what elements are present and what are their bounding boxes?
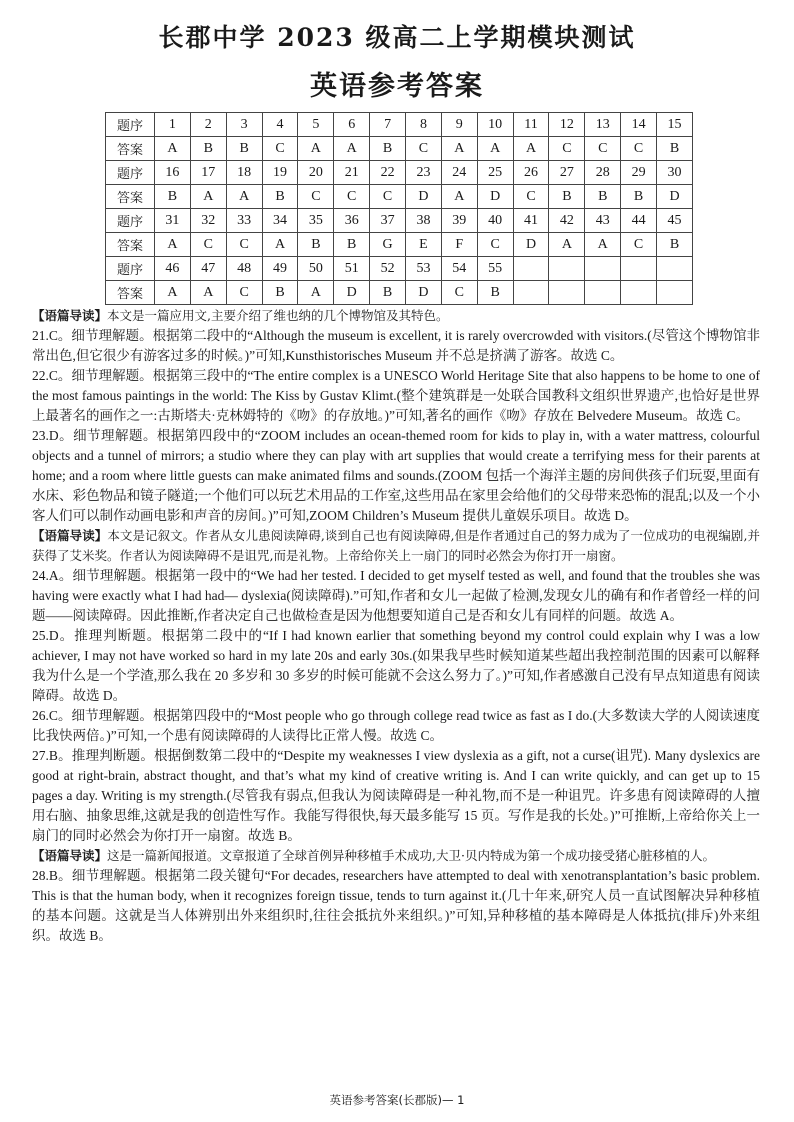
question-number-cell: 12 [549,113,585,137]
question-number-cell: 55 [477,257,513,281]
question-number-cell: 45 [657,209,693,233]
answer-explanation: 21.C。细节理解题。根据第二段中的“Although the museum is excellent, it is rarely overcrowded with visitors.(尽管这个博物馆非常出色,但它很少有游客过多的时候。)”可知,Kunsthistorisches Museum 并不总是挤满了游客。故选 C。 [32,328,760,363]
answer-cell: D [477,185,513,209]
question-number-cell: 53 [406,257,442,281]
guide-text: 本文是记叙文。作者从女儿患阅读障碍,谈到自己也有阅读障碍,但是作者通过自己的努力成为了一位成功的电视编剧,并获得了艾米奖。作者认为阅读障碍不是诅咒,而是礼物。上帝给你关上一扇门的同时必然会为你打开一扇窗。 [32,528,760,563]
question-number-cell: 1 [155,113,191,137]
answer-cell: B [657,137,693,161]
question-number-cell: 49 [262,257,298,281]
answer-cell: B [370,281,406,305]
explanations [32,306,760,946]
answer-cell: D [406,281,442,305]
answer-row [106,233,693,257]
question-number-cell: 42 [549,209,585,233]
answer-cell [549,281,585,305]
answer-cell: C [585,137,621,161]
question-number-cell: 31 [155,209,191,233]
answer-cell: B [549,185,585,209]
answer-cell: B [334,233,370,257]
question-number-cell: 51 [334,257,370,281]
answer-row [106,137,693,161]
question-number-cell: 17 [190,161,226,185]
answer-cell: A [585,233,621,257]
question-number-cell: 52 [370,257,406,281]
answer-cell: A [190,281,226,305]
answer-cell: D [334,281,370,305]
question-number-cell: 26 [513,161,549,185]
question-number-cell: 24 [441,161,477,185]
answer-cell: C [370,185,406,209]
answer-table [105,112,693,305]
answer-cell: B [226,137,262,161]
answer-row [106,281,693,305]
question-number-cell: 40 [477,209,513,233]
answer-explanation: 28.B。细节理解题。根据第二段关键句“For decades, researchers have attempted to deal with xenotransplantation’s basic problem. This is that the human body, when it recognizes foreign tissue, tends to turn against it.(几十年来,研究人员一直试图解决异种移植的基本问题。这就是当人体辨别出外来组织时,往往会抵抗外来组织。)”可知,异种移植的基本障碍是人体抵抗(排斥)外来组织。故选 B。 [32,868,760,943]
question-number-cell: 33 [226,209,262,233]
answer-cell: C [513,185,549,209]
answer-cell: D [657,185,693,209]
answer-cell: C [226,233,262,257]
question-number-cell: 47 [190,257,226,281]
answer-cell: B [477,281,513,305]
answer-cell [585,281,621,305]
question-number-cell [513,257,549,281]
question-number-cell: 14 [621,113,657,137]
answer-cell: D [406,185,442,209]
question-number-row [106,257,693,281]
answer-cell: B [370,137,406,161]
question-number-cell: 21 [334,161,370,185]
question-number-cell: 4 [262,113,298,137]
answer-cell [513,281,549,305]
answer-cell: A [226,185,262,209]
answer-cell: A [441,185,477,209]
question-number-cell: 44 [621,209,657,233]
question-number-cell: 30 [657,161,693,185]
answer-cell: A [155,281,191,305]
passage-guide [32,306,760,326]
answer-explanation: 22.C。细节理解题。根据第三段中的“The entire complex is a UNESCO World Heritage Site that also happens to be home to one of the most famous paintings in the world: The Kiss by Gustav Klimt.(整个建筑群是一处联合国教科文组织世界遗产,也恰好是世界上最著名的画作之一:古斯塔夫·克林姆特的《吻》的存放地。)”可知,著名的画作《吻》存放在 Belvedere Museum。故选 C。 [32,368,760,423]
answer-label-cell: 答案 [106,137,155,161]
answer-explanation: 23.D。细节理解题。根据第四段中的“ZOOM includes an ocean-themed room for kids to play in, with a water mattress, colourful objects and a tunnel of mirrors; a studio where they can play with art supplies that would create a terrifying mess for their parents at home; and a room where little guests can make animated films and sounds.(ZOOM 包括一个海洋主题的房间供孩子们玩耍,里面有水床、彩色物品和镜子隧道;一个他们可以玩艺术用品的工作室,这些用品在家里会给他们的父母带来恐怖的混乱;以及一个小客人们可以制作动画电影和声音的房间。)”可知,ZOOM Children’s Museum 提供儿童娱乐项目。故选 D。 [32,428,760,523]
question-number-cell: 10 [477,113,513,137]
question-number-cell: 34 [262,209,298,233]
question-number-cell: 15 [657,113,693,137]
question-number-cell [657,257,693,281]
question-number-cell: 6 [334,113,370,137]
question-number-cell: 18 [226,161,262,185]
question-label-cell: 题序 [106,161,155,185]
question-number-cell: 2 [190,113,226,137]
answer-cell: A [549,233,585,257]
question-number-cell: 39 [441,209,477,233]
question-number-cell: 8 [406,113,442,137]
question-number-cell: 35 [298,209,334,233]
page-footer: 英语参考答案(长郡版)— 1 [329,1093,465,1107]
question-number-cell: 3 [226,113,262,137]
answer-cell: G [370,233,406,257]
question-number-cell: 20 [298,161,334,185]
question-number-cell [621,257,657,281]
answer-explanation: 27.B。推理判断题。根据倒数第二段中的“Despite my weaknesses I view dyslexia as a gift, not a curse(诅咒). Many dyslexics are good at right-brain, abstract thought, and that’s what my kind of creative writing is. And I can write quickly, and can get up to 15 pages a day. Writing is my strength.(尽管我有弱点,但我认为阅读障碍是一种礼物,而不是一种诅咒。许多患有阅读障碍的人擅用右脑、抽象思维,这就是我的创造性写作。我能写得很快,每天最多能写 15 页。写作是我的长处。)”可推断,上帝给你关上一扇门的同时必然会为你打开一扇窗。故选 B。 [32,748,760,843]
passage-guide [32,526,760,566]
question-number-cell: 43 [585,209,621,233]
question-number-cell: 46 [155,257,191,281]
question-number-cell: 38 [406,209,442,233]
question-number-cell: 22 [370,161,406,185]
guide-text: 本文是一篇应用文,主要介绍了维也纳的几个博物馆及其特色。 [107,308,449,323]
answer-cell [621,281,657,305]
answer-cell: C [406,137,442,161]
answer-cell: A [262,233,298,257]
answer-cell: B [262,185,298,209]
guide-tag: 【语篇导读】 [32,848,108,863]
answer-cell: C [226,281,262,305]
answer-cell: C [549,137,585,161]
answer-cell: B [621,185,657,209]
question-number-cell: 9 [441,113,477,137]
school-title: 长郡中学 2023 级高二上学期模块测试 [158,23,636,52]
answer-cell: A [298,137,334,161]
question-number-row [106,161,693,185]
question-label-cell: 题序 [106,257,155,281]
question-number-cell: 50 [298,257,334,281]
question-number-cell [549,257,585,281]
guide-tag: 【语篇导读】 [32,308,108,323]
answer-cell: C [298,185,334,209]
question-number-cell: 25 [477,161,513,185]
answer-cell: A [155,137,191,161]
answer-cell: C [441,281,477,305]
question-number-cell: 27 [549,161,585,185]
question-number-cell: 41 [513,209,549,233]
question-number-cell: 28 [585,161,621,185]
answer-explanation: 26.C。细节理解题。根据第四段中的“Most people who go through college read twice as fast as I do.(大多数读大学的人阅读速度比我快两倍。)”可知,一个患有阅读障碍的人读得比正常人慢。故选 C。 [32,708,760,743]
question-number-cell: 48 [226,257,262,281]
answer-key-title: 英语参考答案 [310,71,484,102]
passage-guide [32,846,760,866]
answer-cell: C [621,233,657,257]
answer-cell: A [441,137,477,161]
answer-cell: B [585,185,621,209]
answer-cell: F [441,233,477,257]
question-number-cell: 19 [262,161,298,185]
question-number-cell: 7 [370,113,406,137]
question-number-cell: 13 [585,113,621,137]
answer-explanation: 24.A。细节理解题。根据第一段中的“We had her tested. I decided to get myself tested as well, and found that the troubles she was having were exactly what I had had— dyslexia(阅读障碍).”可知,作者和女儿一起做了检测,发现女儿的确有和作者曾经一样的问题——阅读障碍。因此推断,作者决定自己也做检查是因为他想要知道自己是否和女儿有同样的问题。故选 A。 [32,568,760,623]
question-number-row [106,113,693,137]
answer-label-cell: 答案 [106,281,155,305]
guide-text: 这是一篇新闻报道。文章报道了全球首例异种移植手术成功,大卫·贝内特成为第一个成功接受猪心脏移植的人。 [107,848,715,863]
question-number-cell: 23 [406,161,442,185]
question-number-cell: 16 [155,161,191,185]
answer-cell: A [298,281,334,305]
answer-cell: C [621,137,657,161]
question-number-cell: 29 [621,161,657,185]
answer-cell: B [155,185,191,209]
answer-cell: C [477,233,513,257]
answer-cell: A [334,137,370,161]
answer-cell: B [298,233,334,257]
answer-cell: A [513,137,549,161]
question-number-cell [585,257,621,281]
question-label-cell: 题序 [106,209,155,233]
answer-label-cell: 答案 [106,233,155,257]
question-number-cell: 54 [441,257,477,281]
answer-cell [657,281,693,305]
question-number-cell: 11 [513,113,549,137]
question-number-row [106,209,693,233]
answer-cell: A [190,185,226,209]
answer-explanation: 25.D。推理判断题。根据第二段中的“If I had known earlier that something beyond my control could explain why I was a low achiever, I may not have worked so hard in my late 20s and early 30s.(如果我早些时候知道某些超出我控制范围的因素可以解释我为什么是一个学渣,那么我在 20 多岁和 30 多岁的时候可能就不会这么努力了。)”可知,作者感激自己没有早点知道患有阅读障碍。故选 D。 [32,628,760,703]
answer-cell: A [155,233,191,257]
answer-cell: C [334,185,370,209]
question-label-cell: 题序 [106,113,155,137]
answer-cell: B [190,137,226,161]
question-number-cell: 5 [298,113,334,137]
answer-cell: C [262,137,298,161]
question-number-cell: 32 [190,209,226,233]
question-number-cell: 36 [334,209,370,233]
answer-cell: B [657,233,693,257]
answer-cell: A [477,137,513,161]
answer-label-cell: 答案 [106,185,155,209]
answer-cell: B [262,281,298,305]
guide-tag: 【语篇导读】 [32,528,108,543]
question-number-cell: 37 [370,209,406,233]
answer-cell: D [513,233,549,257]
answer-cell: C [190,233,226,257]
answer-row [106,185,693,209]
answer-cell: E [406,233,442,257]
